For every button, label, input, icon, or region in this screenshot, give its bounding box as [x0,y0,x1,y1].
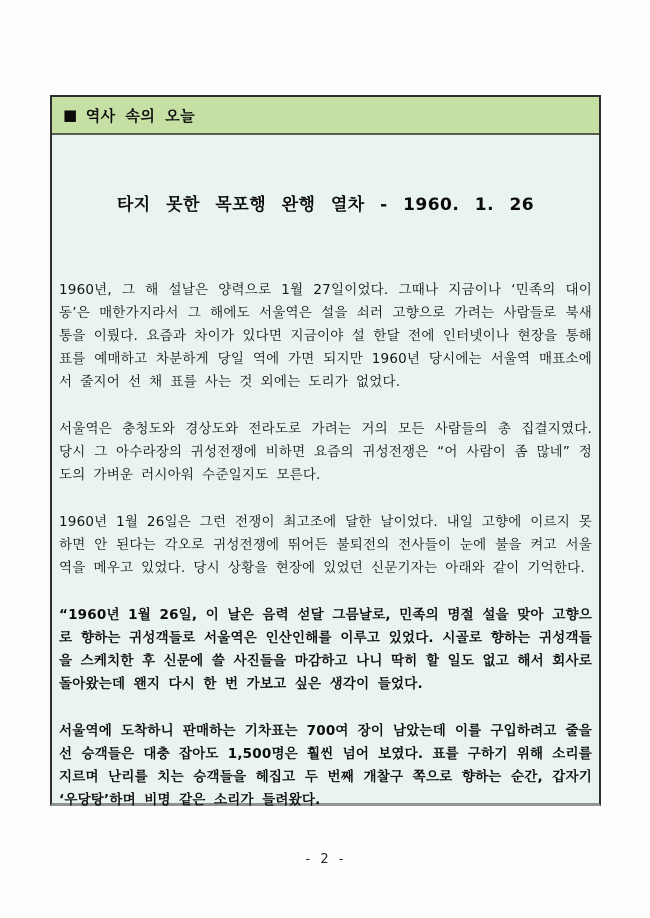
square-bullet-icon: ■ [63,105,78,124]
document-body [52,193,599,812]
paragraph-1: 1960년, 그 해 설날은 양력으로 1월 27일이었다. 그때나 지금이나 ‘민족의 대이동’은 매한가지라서 그 해에도 서울역은 설을 쇠러 고향으로 가려는 사람들로 북새통을 이뤘다. 요즘과 차이가 있다면 지금이야 설 한달 전에 인터넷이나 현장을 통해 표를 예매하고 차분하게 당일 역에 가면 되지만 1960년 당시에는 서울역 매표소에서 줄지어 선 채 표를 사는 것 외에는 도리가 없었다. [59,282,592,390]
document-title: 타지 못한 목포행 완행 열차 - 1960. 1. 26 [116,195,535,215]
document-header-bar [52,97,599,135]
page-number: - 2 - [305,852,345,867]
header-title: 역사 속의 오늘 [85,106,196,125]
paragraph-5-quote: 서울역에 도착하니 판매하는 기차표는 700여 장이 남았는데 이를 구입하려고 줄을 선 승객들은 대충 잡아도 1,500명은 훨씬 넘어 보였다. 표를 구하기 위해 소리를 지르며 난리를 치는 승객들을 헤집고 두 번째 개찰구 쪽으로 향하는 순간, 갑자기 ‘우당탕’하며 비명 같은 소리가 들려왔다. [59,723,592,808]
paragraph-4-quote: “1960년 1월 26일, 이 날은 음력 섣달 그믐날로, 민족의 명절 설을 맞아 고향으로 향하는 귀성객들로 서울역은 인산인해를 이루고 있었다. 시골로 향하는 귀성객들을 스케치한 후 신문에 쓸 사진들을 마감하고 나니 딱히 할 일도 없고 해서 회사로 돌아왔는데 왠지 다시 한 번 가보고 싶은 생각이 들었다. [59,607,592,692]
paragraph-3: 1960년 1월 26일은 그런 전쟁이 최고조에 달한 날이었다. 내일 고향에 이르지 못하면 안 된다는 각오로 귀성전쟁에 뛰어든 불퇴전의 전사들이 눈에 불을 켜고 서울역을 메우고 있었다. 당시 상황을 현장에 있었던 신문기자는 아래와 같이 기억한다. [59,514,592,576]
paragraph-2: 서울역은 충청도와 경상도와 전라도로 가려는 거의 모든 사람들의 총 집결지였다. 당시 그 아수라장의 귀성전쟁에 비하면 요즘의 귀성전쟁은 “어 사람이 좀 많네” 정도의 가벼운 러시아워 수준일지도 모른다. [59,421,592,483]
document-box [50,95,601,806]
